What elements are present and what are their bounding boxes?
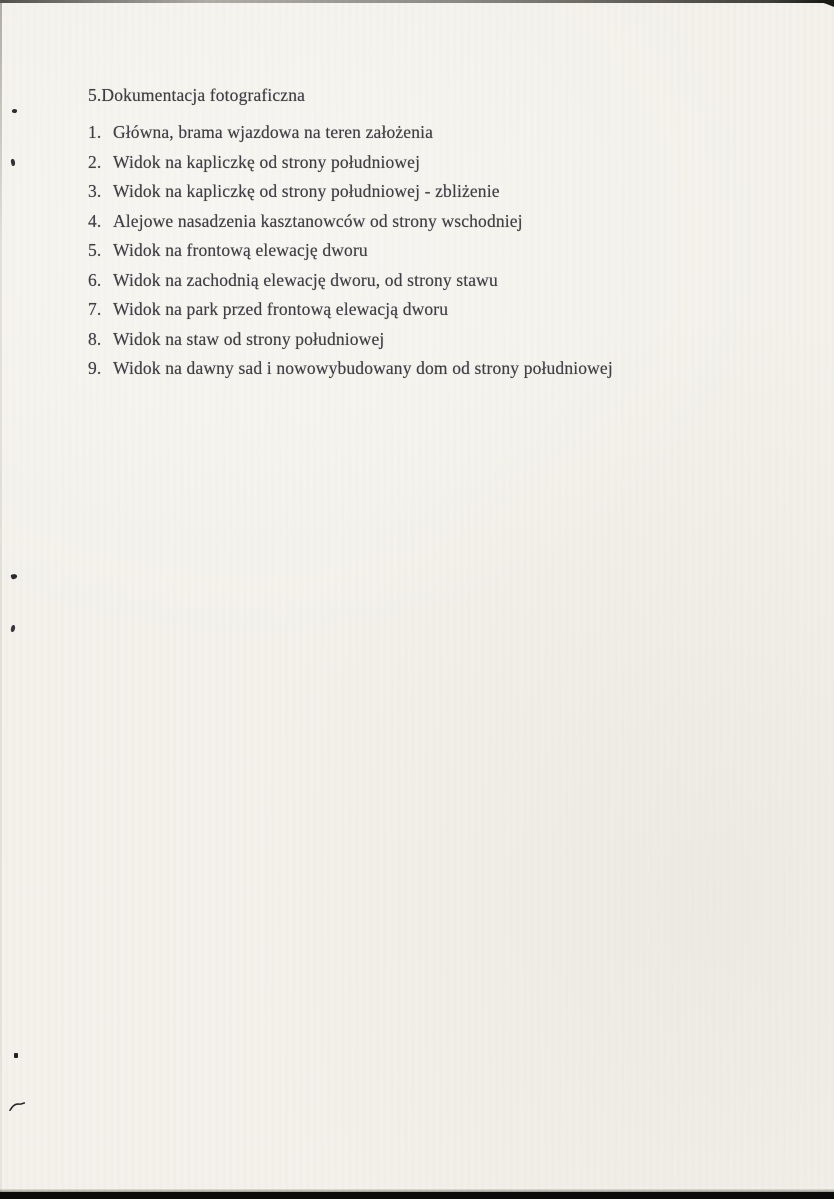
scan-pen-squiggle [9, 1101, 26, 1111]
list-item-number: 7. [88, 299, 102, 319]
list-item-number: 5. [88, 240, 102, 260]
list-item-number: 1. [88, 122, 102, 142]
list-item-text: Główna, brama wjazdowa na teren założenia [113, 122, 434, 142]
list-item [88, 177, 613, 207]
scan-artifact-left-edge [0, 0, 2, 1199]
list-item [88, 295, 613, 325]
list-item [88, 118, 613, 148]
list-item [88, 236, 613, 266]
list-item [88, 148, 613, 178]
photo-documentation-list [88, 118, 613, 384]
list-item-text: Widok na frontową elewację dworu [113, 240, 368, 260]
list-item [88, 325, 613, 355]
list-item-text: Widok na kapliczkę od strony południowej [113, 151, 421, 172]
list-item [88, 354, 613, 384]
scan-speck [10, 625, 15, 632]
list-item-number: 9. [88, 358, 102, 378]
scan-artifact-bottom-edge [0, 1192, 834, 1199]
list-item-number: 3. [88, 181, 102, 201]
scan-speck [10, 573, 17, 579]
page-title: 5.Dokumentacja fotograficzna [88, 85, 306, 105]
list-item-number: 2. [88, 151, 102, 172]
list-item-number: 6. [88, 269, 102, 290]
list-item-text: Widok na staw od strony południowej [113, 328, 385, 349]
scan-speck [10, 159, 15, 166]
list-item-text: Alejowe nasadzenia kasztanowców od strony wschodniej [113, 210, 523, 231]
scan-artifact-top-edge [0, 0, 834, 3]
list-item-text: Widok na park przed frontową elewacją dworu [113, 299, 449, 319]
list-item [88, 207, 613, 237]
scan-artifact-top-right-corner [820, 0, 834, 7]
list-item-text: Widok na kapliczkę od strony południowej - zbliżenie [113, 181, 500, 201]
list-item-number: 8. [88, 328, 102, 349]
list-item-number: 4. [88, 210, 102, 231]
scan-speck [12, 109, 17, 114]
list-item-text: Widok na dawny sad i nowowybudowany dom od strony południowej [113, 358, 613, 378]
list-item-text: Widok na zachodnią elewację dworu, od strony stawu [113, 269, 498, 290]
list-item [88, 266, 613, 296]
scan-speck [14, 1053, 19, 1058]
